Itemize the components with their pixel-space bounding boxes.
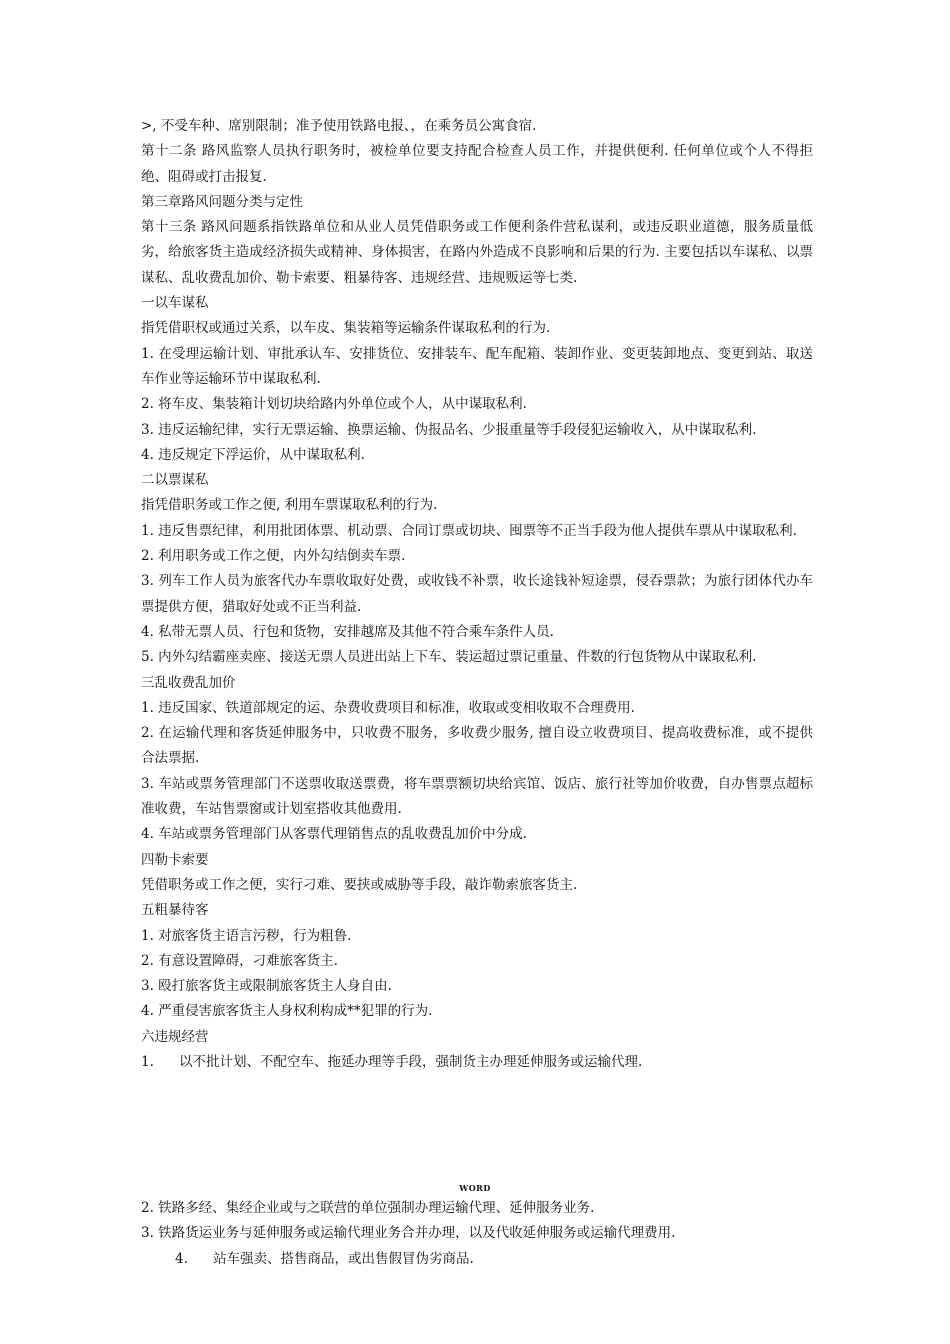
list-item: 1. 违反国家、铁道部规定的运、杂费收费项目和标准，收取或变相收取不合理费用. [141, 699, 635, 716]
section-heading: 六违规经营 [141, 1028, 209, 1045]
section-heading: 五粗暴待客 [141, 902, 209, 919]
section-heading: 三乱收费乱加价 [141, 674, 236, 691]
list-item: 1. 违反售票纪律，利用批团体票、机动票、合同订票或切块、囤票等不正当手段为他人提供车票从中谋取私利. [141, 522, 797, 539]
list-item: 1. 对旅客货主语言污秽，行为粗鲁. [141, 927, 352, 944]
list-item: 3. 列车工作人员为旅客代办车票收取好处费，或收钱不补票，收长途钱补短途票，侵吞票款；为旅行团体代办车票提供方便，猎取好处或不正当利益. [141, 573, 813, 615]
page-footer: WORD [459, 1183, 491, 1193]
list-item: 3. 殴打旅客货主或限制旅客货主人身自由. [141, 978, 392, 995]
list-number: 4. [175, 1250, 188, 1267]
list-item [141, 1247, 813, 1272]
list-item [141, 1050, 813, 1075]
list-item: 3. 违反运输纪律，实行无票运输、换票运输、伪报品名、少报重量等手段侵犯运输收入，从中谋取私利. [141, 421, 757, 438]
list-item: 2. 将车皮、集装箱计划切块给路内外单位或个人，从中谋取私利. [141, 396, 527, 413]
list-item: 3. 铁路货运业务与延伸服务或运输代理业务合并办理，以及代收延伸服务或运输代理费用. [141, 1225, 676, 1242]
list-item: 4. 车站或票务管理部门从客票代理销售点的乱收费乱加价中分成. [141, 826, 527, 843]
list-item: 4. 严重侵害旅客货主人身权利构成**犯罪的行为. [141, 1003, 433, 1020]
list-text: 站车强卖、搭售商品，或出售假冒伪劣商品. [213, 1250, 474, 1267]
list-number: 1. [141, 1053, 154, 1070]
list-item: 2. 在运输代理和客货延伸服务中，只收费不服务，多收费少服务, 擅自设立收费项目、提高收费标准，或不提供合法票据. [141, 725, 813, 767]
document-body-continued [141, 1196, 813, 1272]
section-heading: 二以票谋私 [141, 472, 209, 489]
list-item: 4. 私带无票人员、行包和货物，安排越席及其他不符合乘车条件人员. [141, 623, 554, 640]
section-heading: 一以车谋私 [141, 295, 209, 312]
list-item: 2. 有意设置障碍，刁难旅客货主. [141, 952, 338, 969]
chapter-heading: 第三章路风问题分类与定性 [141, 193, 303, 210]
section-heading: 四勒卡索要 [141, 851, 209, 868]
list-item: 2. 铁路多经、集经企业或与之联营的单位强制办理运输代理、延伸服务业务. [141, 1200, 595, 1216]
text-line: >, 不受车种、席别限制；准予使用铁路电报、，在乘务员公寓食宿. [141, 118, 537, 134]
section-definition: 指凭借职权或通过关系，以车皮、集装箱等运输条件谋取私利的行为. [141, 320, 551, 337]
document-body [141, 114, 813, 1075]
section-definition: 凭借职务或工作之便，实行刁难、要挟或威胁等手段，敲诈勒索旅客货主. [141, 876, 578, 893]
section-definition: 指凭借职务或工作之便, 利用车票谋取私利的行为. [141, 497, 438, 514]
list-item: 4. 违反规定下浮运价，从中谋取私利. [141, 446, 365, 463]
article-12: 第十二条 路风监察人员执行职务时，被检单位要支持配合检查人员工作，并提供便利. 任何单位或个人不得拒绝、阻碍或打击报复. [141, 143, 813, 185]
list-item: 3. 车站或票务管理部门不送票收取送票费，将车票票额切块给宾馆、饭店、旅行社等加价收费，自办售票点超标准收费，车站售票窗或计划室搭收其他费用. [141, 775, 813, 818]
list-item: 5. 内外勾结霸座卖座、接送无票人员进出站上下车、装运超过票记重量、件数的行包货物从中谋取私利. [141, 649, 757, 666]
list-text: 以不批计划、不配空车、拖延办理等手段，强制货主办理延伸服务或运输代理. [179, 1053, 643, 1070]
list-item: 2. 利用职务或工作之便，内外勾结倒卖车票. [141, 548, 406, 565]
list-item: 1. 在受理运输计划、审批承认车、安排货位、安排装车、配车配箱、装卸作业、变更装卸地点、变更到站、取送车作业等运输环节中谋取私利. [141, 345, 813, 387]
article-13: 第十三条 路风问题系指铁路单位和从业人员凭借职务或工作便利条件营私谋利，或违反职业道德，服务质量低劣，给旅客货主造成经济损失或精神、身体损害，在路内外造成不良影响和后果的行为. 主要包括以车谋私、以票谋私、乱收费乱加价、勒卡索要、粗暴待客、违规经营、违规贩运等七类. [141, 219, 813, 286]
